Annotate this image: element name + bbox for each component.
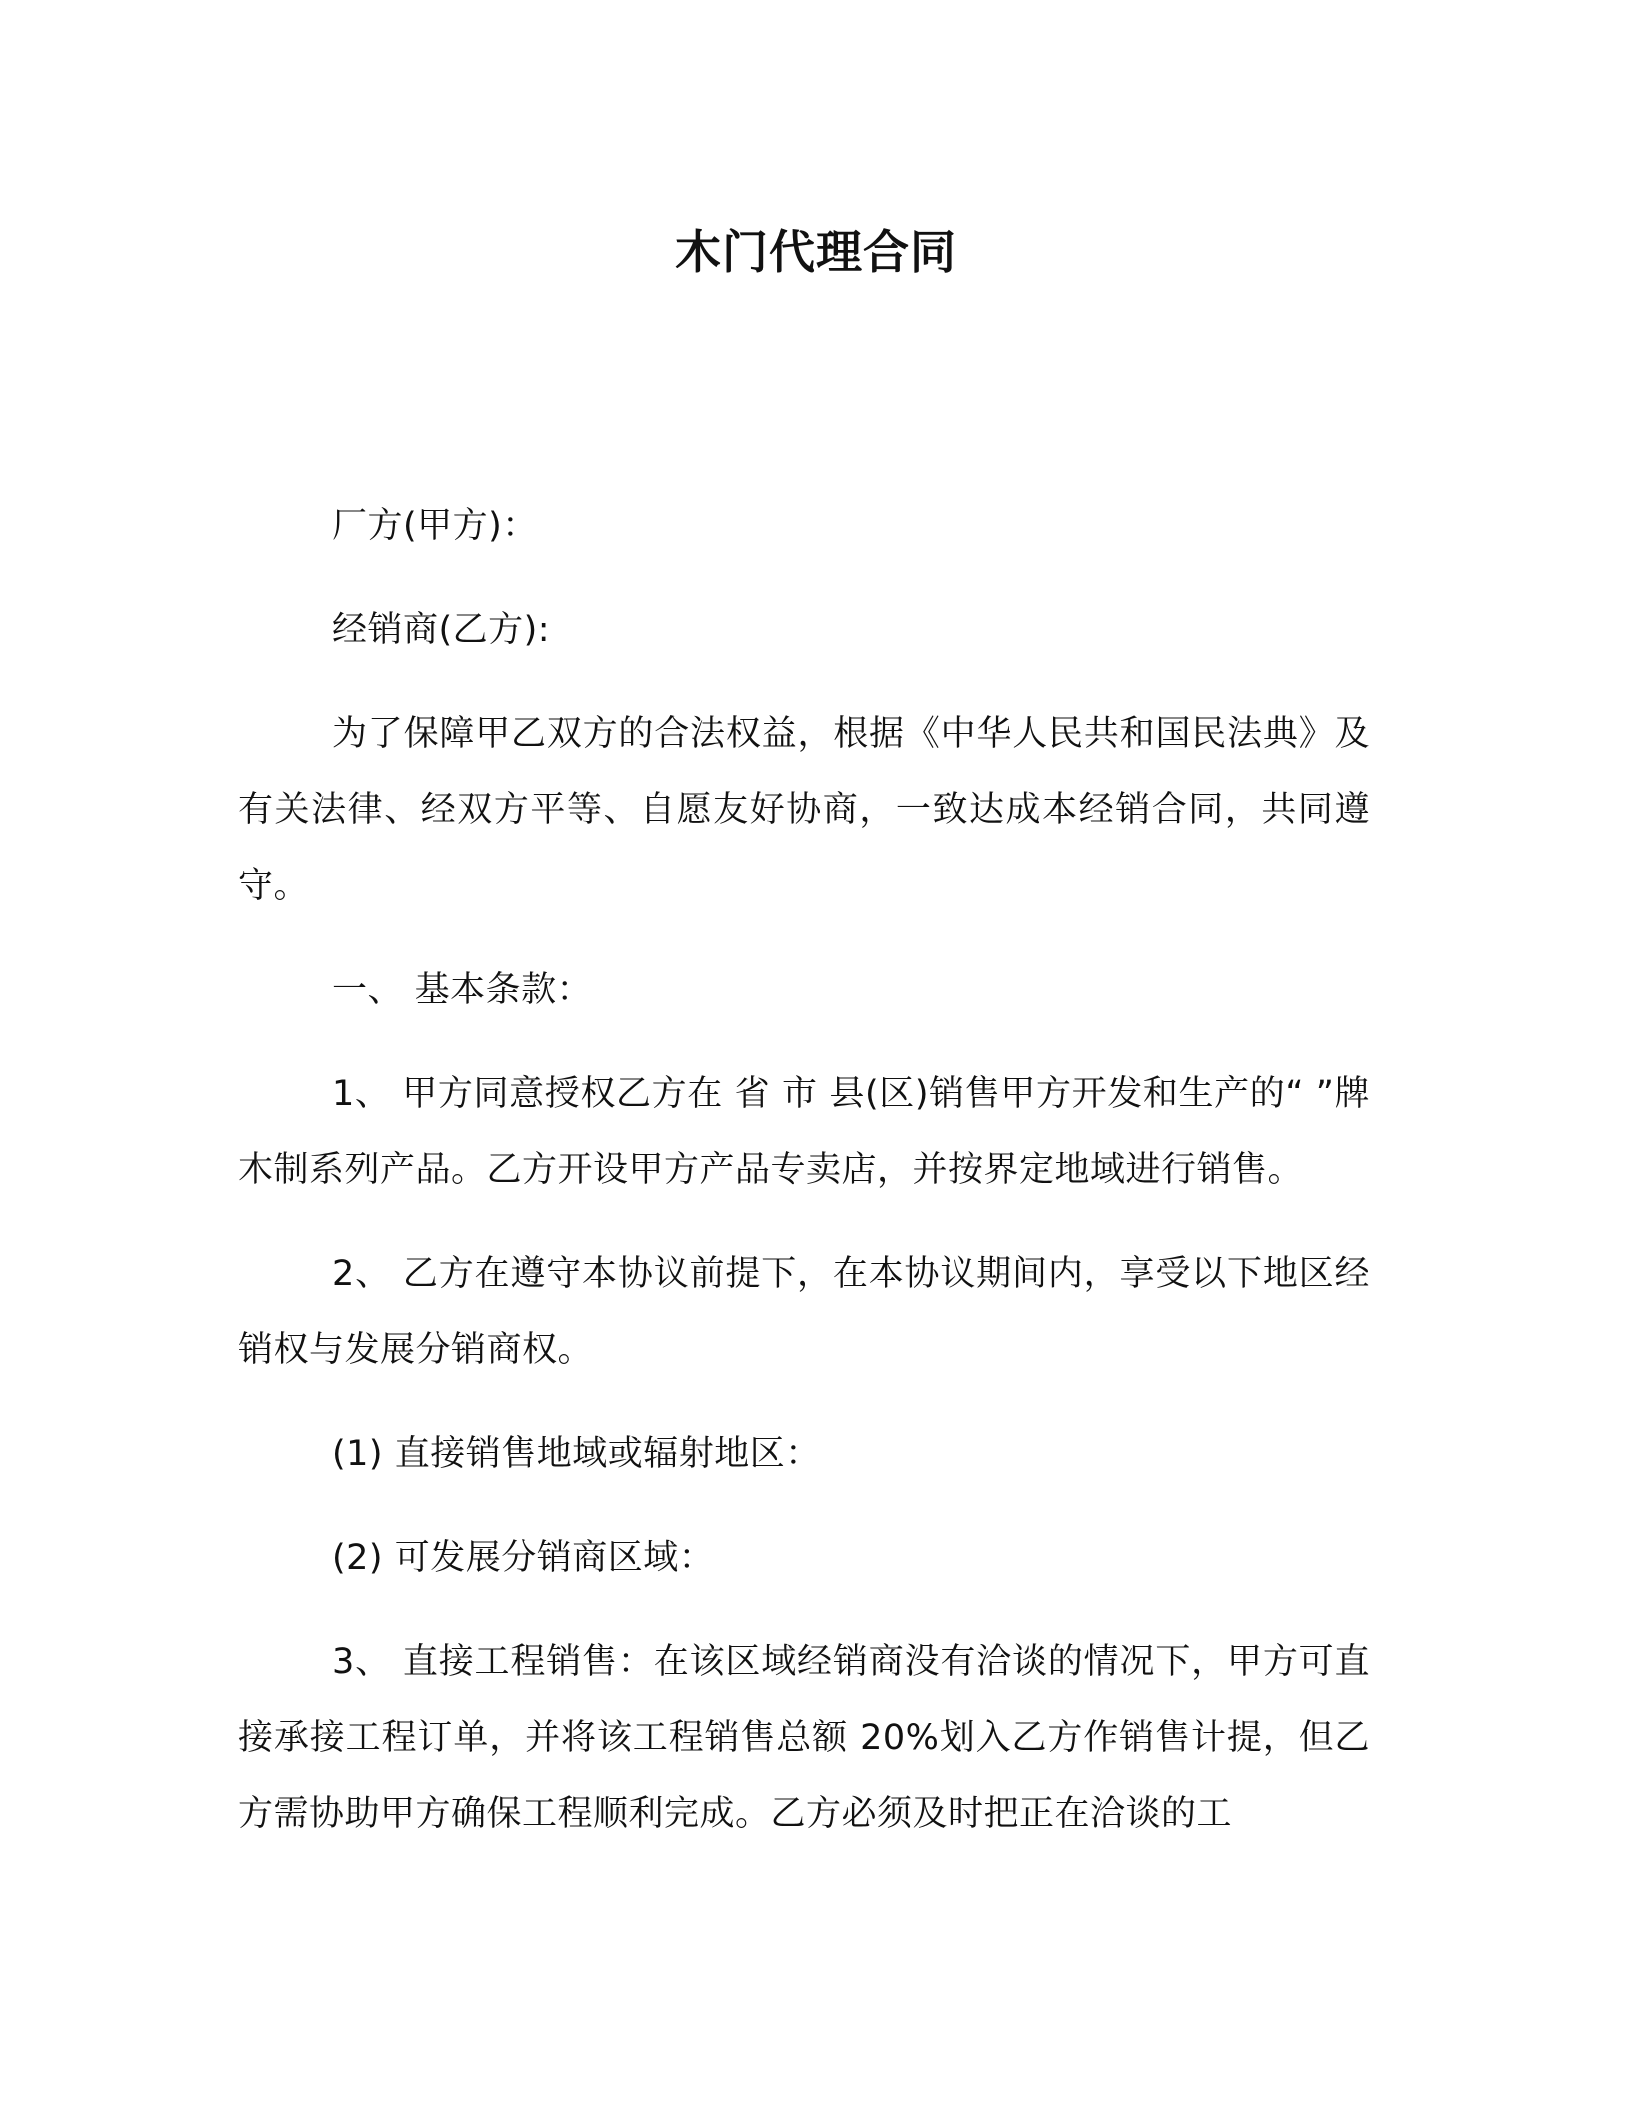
- clause-2-item-1: (1) 直接销售地域或辐射地区：: [332, 1434, 821, 1474]
- clause-3-paragraph: 3、 直接工程销售：在该区域经销商没有洽谈的情况下，甲方可直接承接工程订单，并将该工程销售总额 20%划入乙方作销售计提，但乙方需协助甲方确保工程顺利完成。乙方必须及时把正在洽谈的工: [238, 1642, 1370, 1834]
- document-body: [238, 488, 1370, 1880]
- document-title: 木门代理合同: [675, 225, 957, 279]
- clause-2-paragraph: 2、 乙方在遵守本协议前提下，在本协议期间内，享受以下地区经销权与发展分销商权。: [238, 1254, 1370, 1370]
- preamble-paragraph: 为了保障甲乙双方的合法权益，根据《中华人民共和国民法典》及有关法律、经双方平等、自愿友好协商，一致达成本经销合同，共同遵守。: [238, 714, 1370, 906]
- clause-2-item-2: (2) 可发展分销商区域：: [332, 1538, 715, 1578]
- section-heading-basic-terms: 一、 基本条款：: [332, 970, 593, 1010]
- party-a-line: 厂方(甲方)：: [332, 506, 538, 546]
- clause-1-paragraph: 1、 甲方同意授权乙方在 省 市 县(区)销售甲方开发和生产的“ ”牌木制系列产品。乙方开设甲方产品专卖店，并按界定地域进行销售。: [238, 1074, 1370, 1190]
- party-b-line: 经销商(乙方):: [332, 610, 551, 650]
